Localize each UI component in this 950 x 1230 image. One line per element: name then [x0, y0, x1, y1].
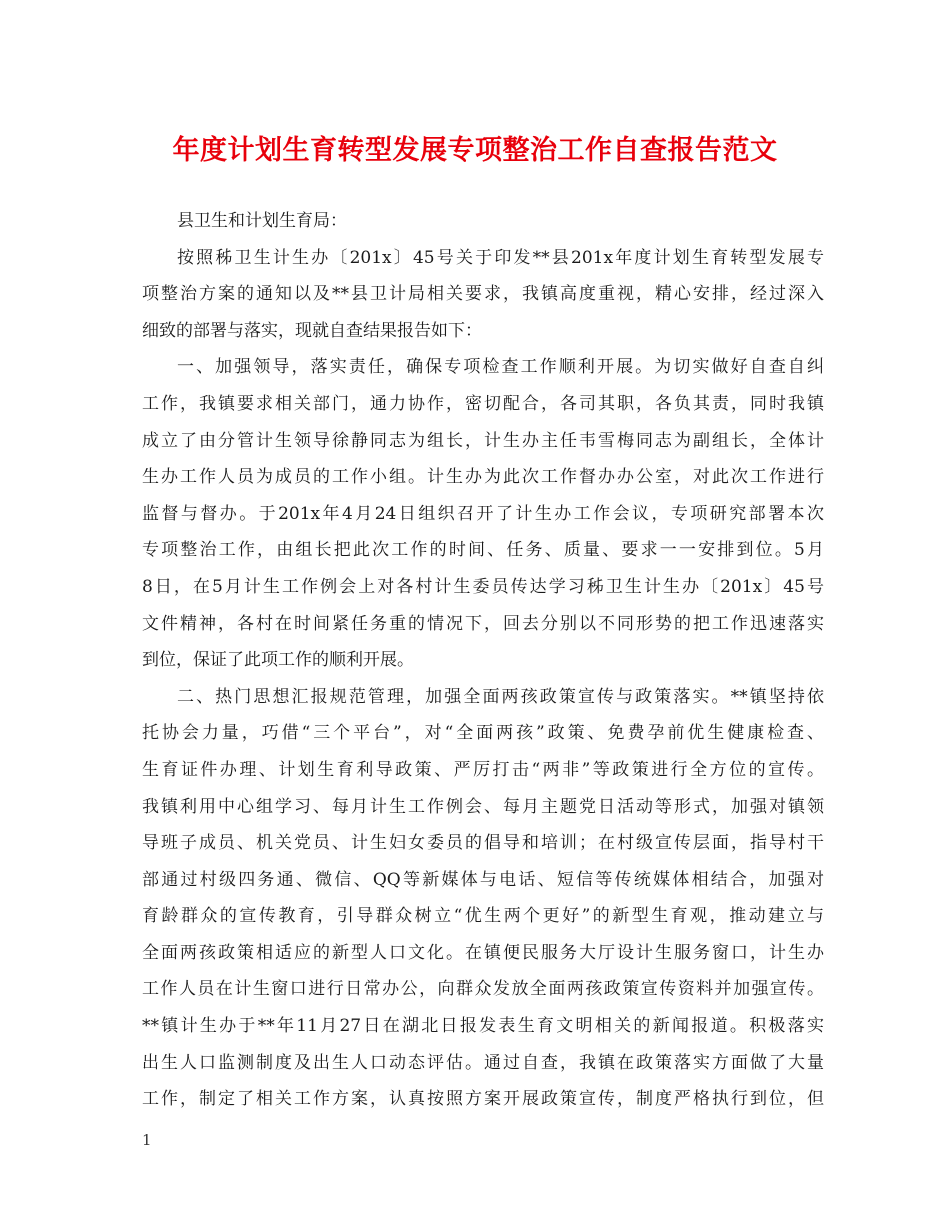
paragraph-line: 文件精神，各村在时间紧任务重的情况下，回去分别以不同形势的把工作迅速落实: [142, 613, 824, 634]
paragraph-line: 我镇利用中心组学习、每月计生工作例会、每月主题党日活动等形式，加强对镇领: [142, 796, 824, 817]
paragraph-line: 导班子成员、机关党员、计生妇女委员的倡导和培训；在村级宣传层面，指导村干: [142, 833, 824, 854]
paragraph-line: **镇计生办于**年11月27日在湖北日报发表生育文明相关的新闻报道。积极落实: [142, 1016, 824, 1037]
paragraph-line: 生育证件办理、计划生育利导政策、严厉打击“两非”等政策进行全方位的宣传。: [142, 759, 824, 780]
document-body: [142, 203, 824, 1118]
paragraph-line: 工作人员在计生窗口进行日常办公，向群众发放全面两孩政策宣传资料并加强宣传。: [142, 979, 824, 1000]
paragraph-line: 全面两孩政策相适应的新型人口文化。在镇便民服务大厅设计生服务窗口，计生办: [142, 942, 824, 963]
paragraph-line: 托协会力量，巧借“三个平台”，对“全面两孩”政策、免费孕前优生健康检查、: [142, 723, 824, 744]
page-number: 1: [142, 1131, 152, 1149]
salutation-line: 县卫生和计划生育局：: [177, 211, 347, 231]
paragraph-line: 工作，制定了相关工作方案，认真按照方案开展政策宣传，制度严格执行到位，但: [142, 1089, 824, 1110]
paragraph-line: 生办工作人员为成员的工作小组。计生办为此次工作督办办公室，对此次工作进行: [142, 467, 824, 488]
paragraph-line: 8日，在5月计生工作例会上对各村计生委员传达学习秭卫生计生办〔201x〕45号: [142, 576, 824, 597]
paragraph-line: 育龄群众的宣传教育，引导群众树立“优生两个更好”的新型生育观，推动建立与: [142, 906, 824, 927]
paragraph-line: 细致的部署与落实，现就自查结果报告如下：: [142, 320, 482, 341]
paragraph-line: 到位，保证了此项工作的顺利开展。: [142, 650, 414, 671]
paragraph-line: 成立了由分管计生领导徐静同志为组长，计生办主任韦雪梅同志为副组长，全体计: [142, 430, 824, 451]
paragraph-line: 按照秭卫生计生办〔201x〕45号关于印发**县201x年度计划生育转型发展专: [177, 247, 824, 268]
paragraph-line: 工作，我镇要求相关部门，通力协作，密切配合，各司其职，各负其责，同时我镇: [142, 393, 824, 414]
paragraph-line: 监督与督办。于201x年4月24日组织召开了计生办工作会议，专项研究部署本次: [142, 503, 824, 524]
document-title: 年度计划生育转型发展专项整治工作自查报告范文: [172, 135, 778, 166]
paragraph-line: 二、热门思想汇报规范管理，加强全面两孩政策宣传与政策落实。**镇坚持依: [177, 686, 824, 707]
paragraph-line: 部通过村级四务通、微信、QQ等新媒体与电话、短信等传统媒体相结合，加强对: [142, 869, 824, 890]
paragraph-line: 专项整治工作，由组长把此次工作的时间、任务、质量、要求一一安排到位。5月: [142, 540, 824, 561]
paragraph-line: 项整治方案的通知以及**县卫计局相关要求，我镇高度重视，精心安排，经过深入: [142, 284, 824, 305]
paragraph-line: 一、加强领导，落实责任，确保专项检查工作顺利开展。为切实做好自查自纠: [177, 357, 824, 378]
paragraph-line: 出生人口监测制度及出生人口动态评估。通过自查，我镇在政策落实方面做了大量: [142, 1052, 824, 1073]
